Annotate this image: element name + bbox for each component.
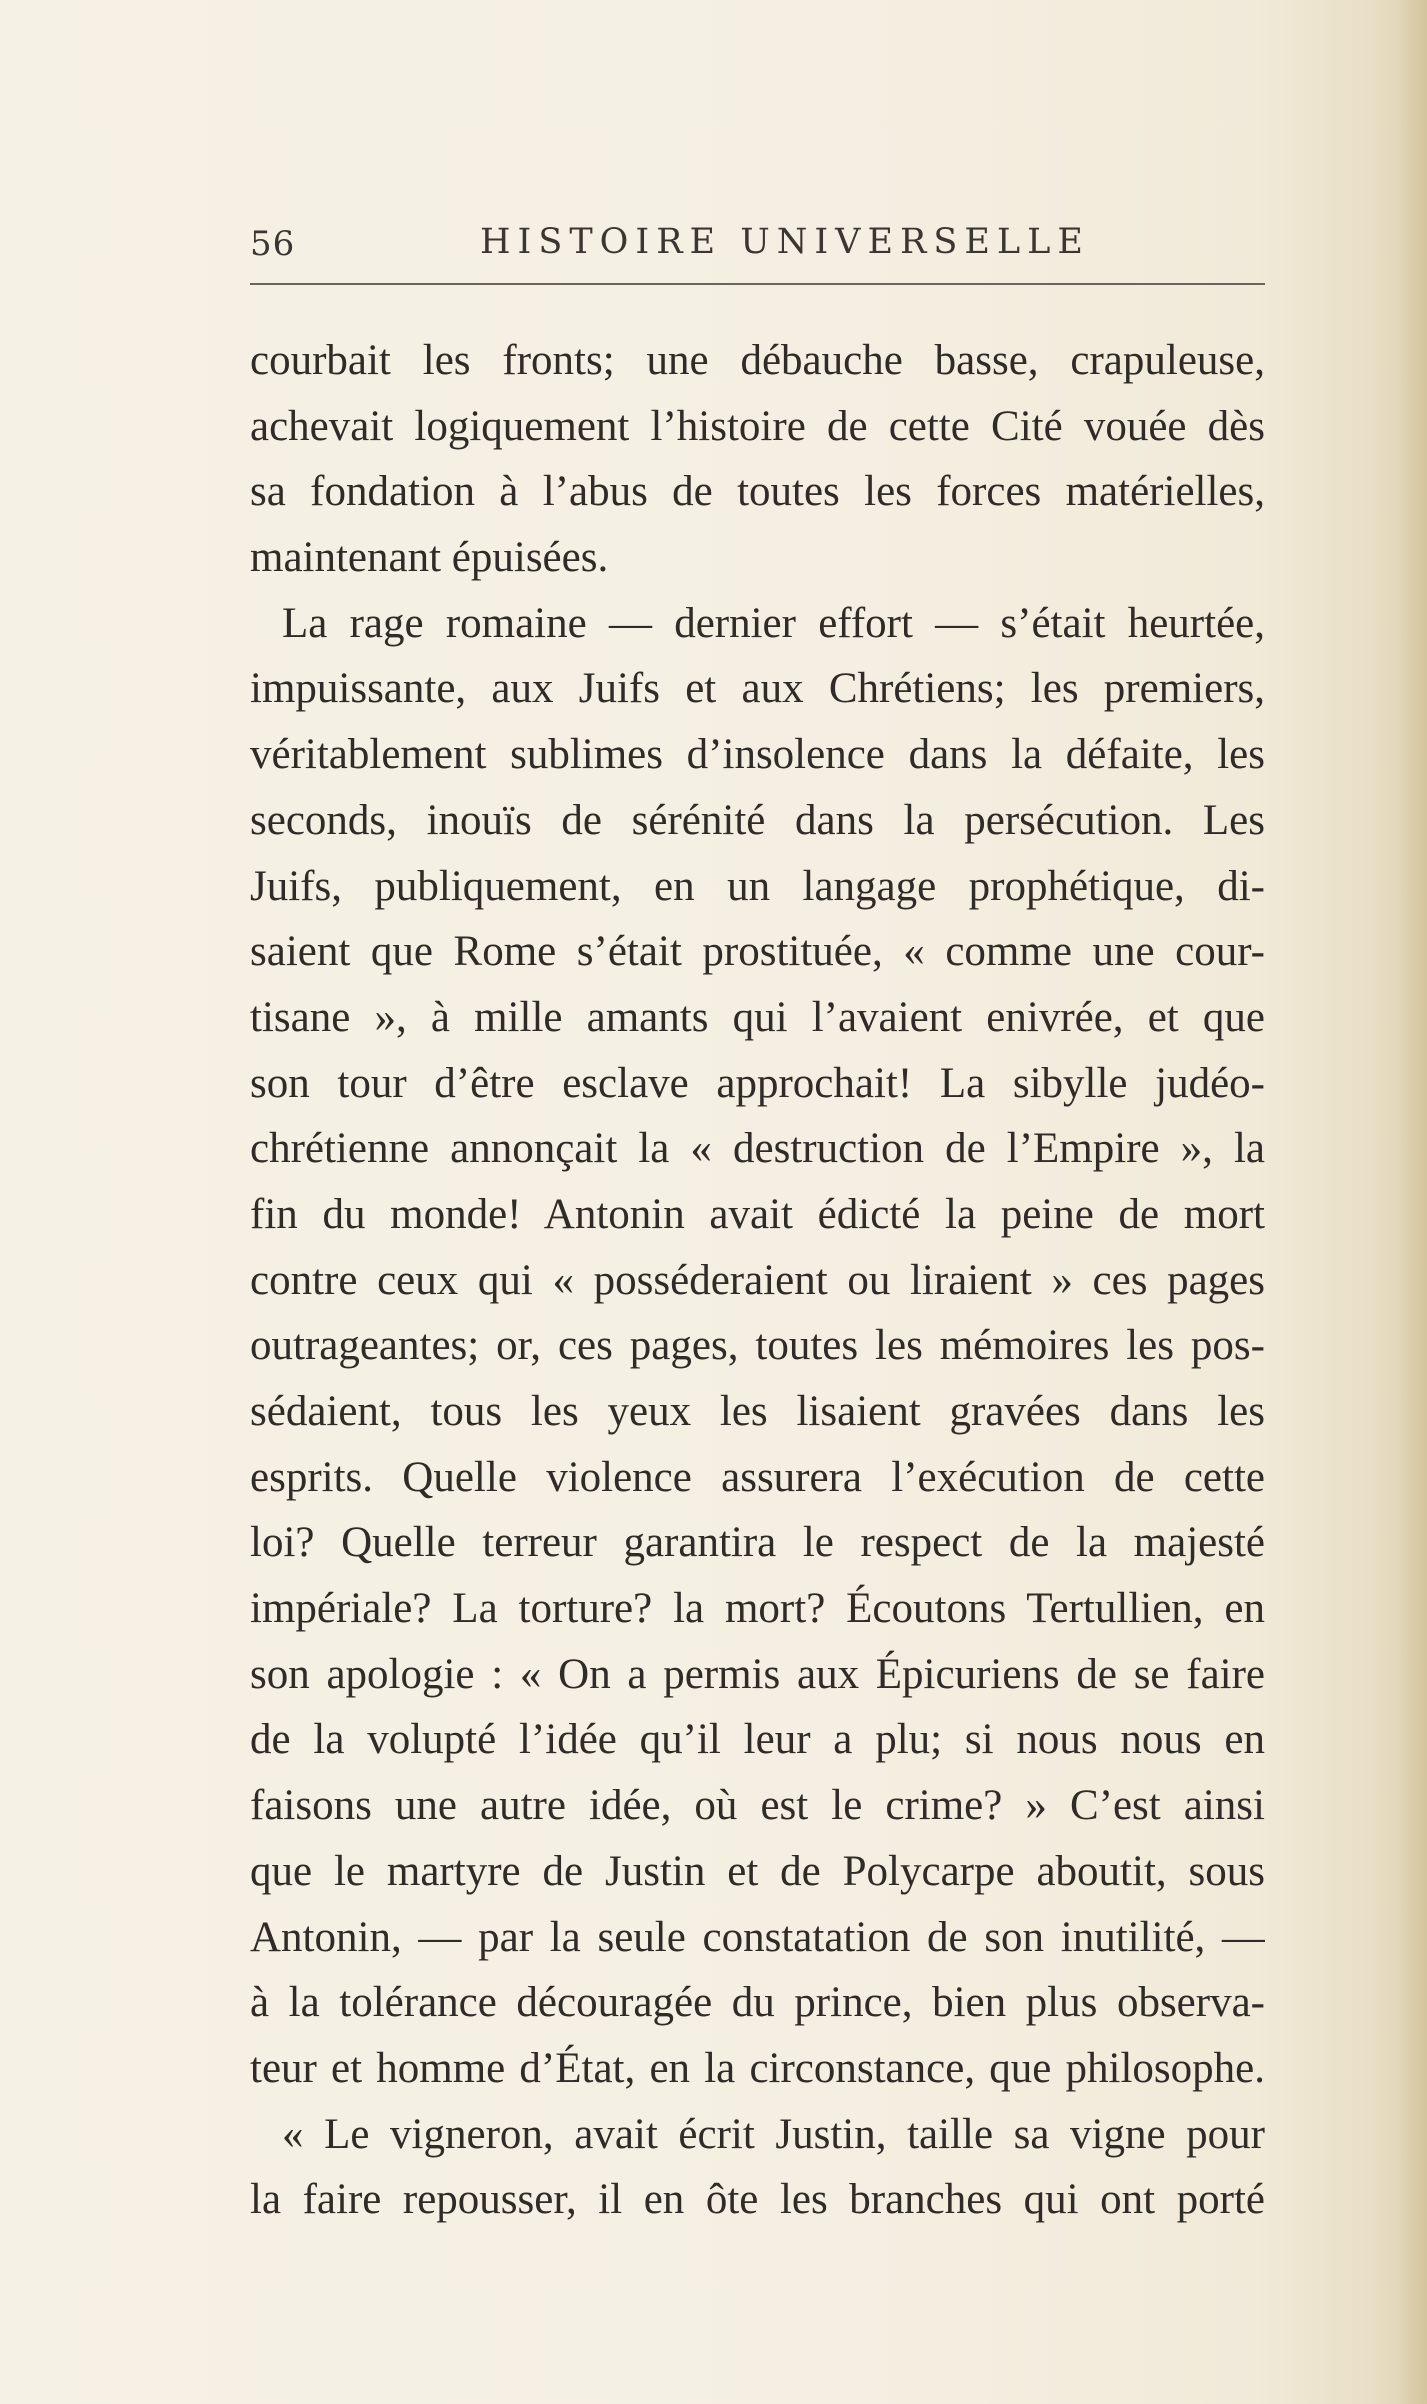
text-line: fin du monde! Antonin avait édicté la peine de mort xyxy=(250,1190,1265,1238)
text-line: son tour d’être esclave approchait! La sibylle judéo- xyxy=(250,1059,1265,1107)
running-title: HISTOIRE UNIVERSELLE xyxy=(480,222,1090,262)
text-line: faisons une autre idée, où est le crime? » C’est ainsi xyxy=(250,1782,1265,1830)
header-rule xyxy=(250,283,1265,285)
text-line: « Le vigneron, avait écrit Justin, taille sa vigne pour xyxy=(282,2110,1265,2158)
text-line: son apologie : « On a permis aux Épicuriens de se faire xyxy=(250,1650,1265,1698)
text-line: chrétienne annonçait la « destruction de l’Empire », la xyxy=(250,1125,1265,1173)
page-number: 56 xyxy=(250,224,296,264)
text-line: La rage romaine — dernier effort — s’était heurtée, xyxy=(282,599,1265,647)
text-line: Juifs, publiquement, en un langage prophétique, di- xyxy=(250,862,1265,910)
text-line: impériale? La torture? la mort? Écoutons Tertullien, en xyxy=(250,1585,1265,1633)
body-text xyxy=(250,328,1265,2233)
text-line: courbait les fronts; une débauche basse, crapuleuse, xyxy=(250,337,1265,384)
text-line: de la volupté l’idée qu’il leur a plu; si nous nous en xyxy=(250,1716,1265,1764)
text-line: que le martyre de Justin et de Polycarpe aboutit, sous xyxy=(250,1847,1265,1895)
text-line: teur et homme d’État, en la circonstance, que philosophe. xyxy=(250,2044,1265,2092)
text-line: achevait logiquement l’histoire de cette Cité vouée dès xyxy=(250,402,1265,450)
text-line: seconds, inouïs de sérénité dans la persécution. Les xyxy=(250,796,1265,844)
text-line: la faire repousser, il en ôte les branches qui ont porté xyxy=(250,2176,1265,2224)
page-header xyxy=(250,210,1265,270)
text-line: sa fondation à l’abus de toutes les forces matérielles, xyxy=(250,468,1265,516)
text-line: tisane », à mille amants qui l’avaient enivrée, et que xyxy=(250,993,1265,1041)
text-line: maintenant épuisées. xyxy=(250,534,609,582)
text-line: sédaient, tous les yeux les lisaient gravées dans les xyxy=(250,1388,1265,1435)
text-line: impuissante, aux Juifs et aux Chrétiens; les premiers, xyxy=(250,665,1265,713)
text-line: véritablement sublimes d’insolence dans la défaite, les xyxy=(250,731,1265,779)
text-line: outrageantes; or, ces pages, toutes les mémoires les pos- xyxy=(250,1322,1265,1370)
text-line: contre ceux qui « posséderaient ou liraient » ces pages xyxy=(250,1256,1265,1304)
page-edge-shadow xyxy=(1399,0,1427,2404)
text-line: saient que Rome s’était prostituée, « comme une cour- xyxy=(250,928,1265,976)
text-line: esprits. Quelle violence assurera l’exécution de cette xyxy=(250,1453,1265,1501)
text-line: loi? Quelle terreur garantira le respect de la majesté xyxy=(250,1519,1265,1567)
text-line: Antonin, — par la seule constatation de son inutilité, — xyxy=(250,1913,1265,1961)
text-line: à la tolérance découragée du prince, bien plus observa- xyxy=(250,1979,1265,2027)
